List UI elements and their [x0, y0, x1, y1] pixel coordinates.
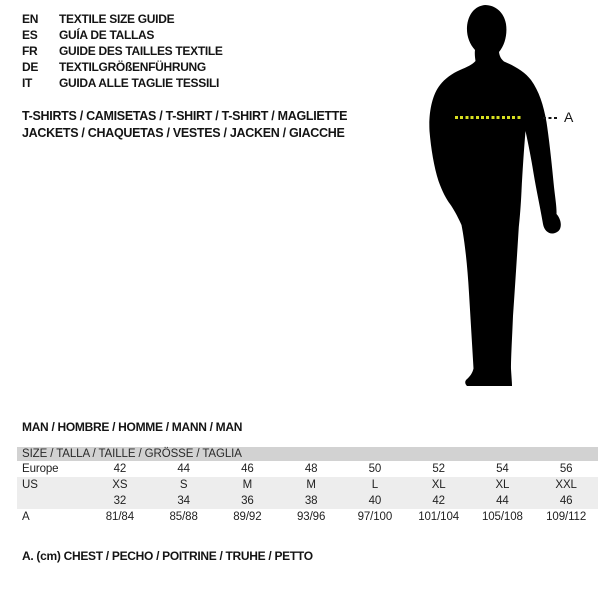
language-list: [22, 11, 223, 91]
table-cell: 101/104: [418, 511, 460, 523]
language-code: ES: [22, 28, 38, 42]
table-cell: 46: [241, 463, 254, 475]
language-code: IT: [22, 76, 33, 90]
figure-area: [415, 3, 585, 393]
table-cell: 85/88: [169, 511, 198, 523]
table-cell: 42: [432, 495, 445, 507]
category-list: [22, 108, 347, 142]
man-silhouette: [415, 3, 565, 388]
table-cell: M: [242, 479, 253, 491]
language-row: [22, 27, 223, 43]
table-cell: XXL: [555, 479, 577, 491]
chest-measure-dash-line: [455, 116, 521, 119]
category-tshirts: T-SHIRTS / CAMISETAS / T-SHIRT / T-SHIRT / MAGLIETTE: [22, 109, 348, 123]
table-cell: 32: [113, 495, 127, 507]
table-row-chest: [17, 509, 598, 525]
table-cell: XL: [431, 479, 446, 491]
table-cell: 44: [496, 495, 509, 507]
language-label: GUIDA ALLE TAGLIE TESSILI: [59, 76, 220, 90]
language-row: [22, 11, 223, 27]
table-cell: 93/96: [296, 511, 326, 523]
size-table: [17, 447, 598, 525]
table-cell: 34: [177, 495, 190, 507]
language-code: EN: [22, 12, 39, 26]
table-cell: 48: [304, 463, 318, 475]
table-cell: 40: [368, 495, 382, 507]
table-row-us: [17, 477, 598, 493]
table-cell: 56: [559, 463, 573, 475]
table-cell: 46: [559, 495, 573, 507]
row-label: Europe: [22, 463, 59, 475]
section-title-man: MAN / HOMBRE / HOMME / MANN / MAN: [22, 420, 243, 434]
table-cell: 52: [432, 463, 445, 475]
language-label: GUÍA DE TALLAS: [59, 28, 155, 42]
language-label: GUIDE DES TAILLES TEXTILE: [59, 44, 223, 58]
table-cell: 38: [304, 495, 318, 507]
row-label: US: [22, 479, 38, 491]
table-cell: 42: [113, 463, 127, 475]
table-cell: 109/112: [546, 511, 587, 523]
size-table-header: SIZE / TALLA / TAILLE / GRÖSSE / TAGLIA: [17, 447, 598, 461]
language-row: [22, 75, 223, 91]
table-cell: M: [306, 479, 316, 491]
language-row: [22, 59, 223, 75]
language-code: FR: [22, 44, 38, 58]
table-cell: 50: [368, 463, 382, 475]
table-cell: 36: [241, 495, 254, 507]
measure-connector-dash: [543, 117, 560, 119]
row-label: A: [22, 511, 30, 523]
table-row-europe: [17, 461, 598, 477]
table-cell: 105/108: [481, 511, 523, 523]
table-cell: XS: [112, 479, 128, 491]
language-row: [22, 43, 223, 59]
measurement-footnote: A. (cm) CHEST / PECHO / POITRINE / TRUHE / PETTO: [22, 549, 313, 563]
table-row-us-numeric: [17, 493, 598, 509]
language-label: TEXTILGRÖßENFÜHRUNG: [59, 60, 206, 74]
table-cell: L: [371, 479, 379, 491]
table-cell: S: [179, 479, 188, 491]
table-cell: 89/92: [233, 511, 262, 523]
table-cell: 54: [496, 463, 509, 475]
table-cell: 97/100: [357, 511, 393, 523]
measure-label-a: A: [564, 109, 574, 125]
table-cell: XL: [495, 479, 510, 491]
language-code: DE: [22, 60, 39, 74]
table-cell: 81/84: [105, 511, 135, 523]
table-cell: 44: [177, 463, 190, 475]
category-jackets: JACKETS / CHAQUETAS / VESTES / JACKEN / GIACCHE: [22, 126, 345, 140]
language-label: TEXTILE SIZE GUIDE: [59, 12, 175, 26]
